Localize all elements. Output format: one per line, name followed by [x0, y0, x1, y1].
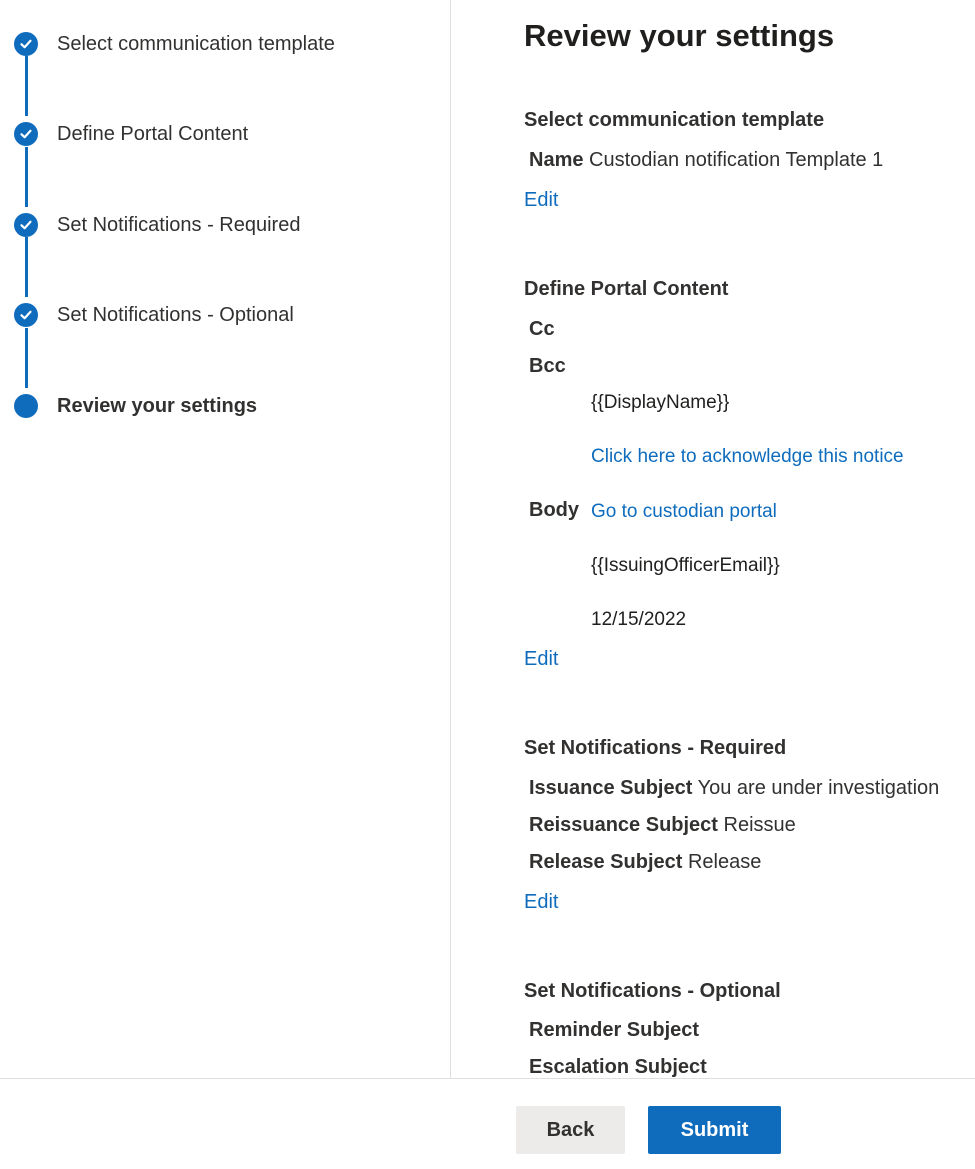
- body-date: 12/15/2022: [591, 609, 687, 630]
- wizard-footer: [0, 1078, 975, 1169]
- page-title: Review your settings: [524, 18, 835, 53]
- acknowledge-notice-link[interactable]: Click here to acknowledge this notice: [591, 446, 904, 467]
- cc-row: [529, 318, 555, 341]
- submit-button[interactable]: Submit: [648, 1106, 781, 1154]
- field-key: Issuance Subject: [529, 777, 693, 799]
- edit-portal-link[interactable]: Edit: [524, 648, 559, 670]
- step-label: Set Notifications - Required: [57, 213, 301, 236]
- checkmark-icon: [14, 32, 38, 56]
- field-value: You are under investigation: [697, 777, 940, 799]
- dot-icon: [14, 394, 38, 418]
- step-notifications-optional[interactable]: [14, 302, 294, 328]
- issuance-subject-row: [529, 777, 939, 800]
- field-key: Reminder Subject: [529, 1019, 700, 1041]
- step-label: Review your settings: [57, 394, 258, 417]
- edit-required-link[interactable]: Edit: [524, 891, 559, 913]
- reminder-subject-row: [529, 1019, 699, 1042]
- section-title-required: Set Notifications - Required: [524, 737, 787, 759]
- escalation-subject-row: [529, 1056, 707, 1078]
- release-subject-row: [529, 851, 761, 874]
- step-connector: [25, 237, 28, 297]
- checkmark-icon: [14, 303, 38, 327]
- section-title-optional: Set Notifications - Optional: [524, 980, 781, 1002]
- bcc-row: [529, 355, 566, 378]
- field-value: Custodian notification Template 1: [589, 149, 884, 171]
- step-define-portal-content[interactable]: [14, 121, 248, 147]
- step-label: Set Notifications - Optional: [57, 303, 294, 326]
- field-key: Name: [529, 149, 584, 171]
- field-key: Release Subject: [529, 851, 683, 873]
- field-key: Cc: [529, 318, 555, 340]
- field-value: Reissue: [723, 814, 796, 836]
- field-key: Bcc: [529, 355, 566, 377]
- body-display-name: {{DisplayName}}: [591, 392, 730, 413]
- body-officer-email: {{IssuingOfficerEmail}}: [591, 555, 780, 576]
- field-key: Reissuance Subject: [529, 814, 718, 836]
- edit-template-link[interactable]: Edit: [524, 189, 559, 211]
- reissuance-subject-row: [529, 814, 796, 837]
- back-button[interactable]: Back: [516, 1106, 625, 1154]
- step-notifications-required[interactable]: [14, 212, 300, 238]
- step-label: Select communication template: [57, 32, 335, 55]
- step-review-settings: [14, 393, 257, 419]
- template-name-row: [529, 149, 883, 172]
- step-connector: [25, 147, 28, 207]
- step-connector: [25, 56, 28, 116]
- field-value: Release: [687, 851, 762, 873]
- field-key: Body: [529, 499, 579, 521]
- wizard-stepper: [0, 0, 451, 1078]
- checkmark-icon: [14, 122, 38, 146]
- checkmark-icon: [14, 213, 38, 237]
- body-key: [529, 499, 579, 522]
- section-title-portal: Define Portal Content: [524, 278, 729, 300]
- custodian-portal-link[interactable]: Go to custodian portal: [591, 501, 777, 522]
- step-connector: [25, 328, 28, 388]
- step-label: Define Portal Content: [57, 122, 249, 145]
- review-panel: [524, 0, 975, 1078]
- field-key: Escalation Subject: [529, 1056, 707, 1078]
- step-select-template[interactable]: [14, 31, 335, 57]
- section-title-template: Select communication template: [524, 109, 825, 131]
